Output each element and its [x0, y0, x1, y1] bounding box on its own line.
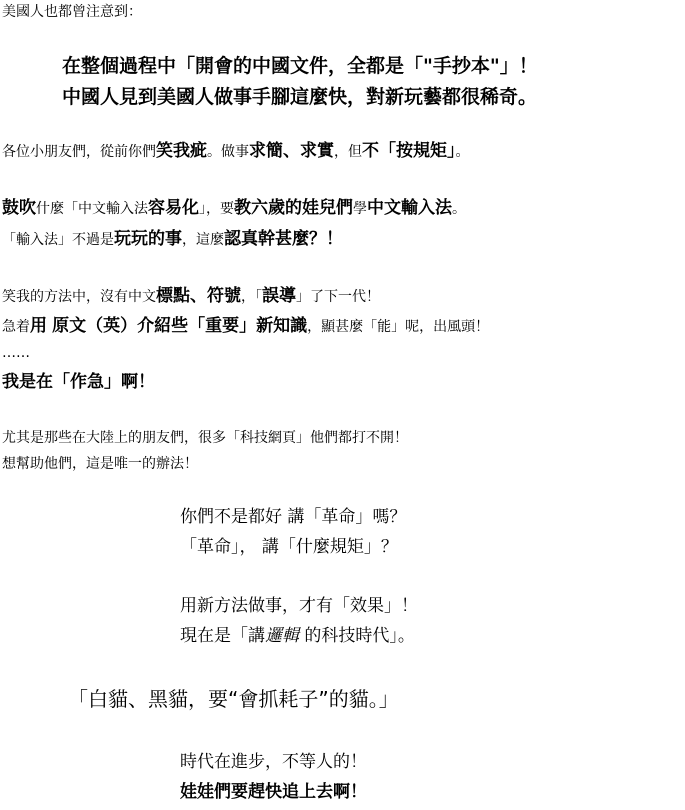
para1-text-a: 各位小朋友們，從前你們 — [2, 144, 156, 160]
center-line-2: 「革命」， 講「什麼規矩」？ — [180, 537, 398, 557]
para2-line-1 — [2, 199, 466, 219]
center-4-c: 的科技時代」。 — [304, 626, 415, 646]
para3-1-b: 中文 — [128, 289, 156, 305]
para4-line-2: 想幫助他們，這是唯一的辦法！ — [2, 456, 198, 472]
para4-line-1: 尤其是那些在大陸上的朋友們，很多「科技網頁」他們都打不開！ — [2, 430, 408, 446]
para1-text-f: 不「按規矩」 — [362, 141, 456, 161]
intro-line: 美國人也都曾注意到： — [2, 4, 142, 20]
quote-line-1: 在整個過程中「開會的中國文件，全都是「"手抄本"」！ — [62, 55, 538, 77]
para2-1-f: 學 — [353, 201, 367, 217]
para2-line-2 — [2, 230, 343, 250]
ellipsis: …… — [2, 345, 30, 361]
para2-1-h: 。 — [452, 201, 466, 217]
urgent-line: 我是在「作急」啊！ — [2, 372, 155, 392]
para2-2-c: ，這麼 — [182, 232, 224, 248]
closing-line-2: 娃娃們要趕快追上去啊！ — [180, 782, 367, 802]
para3-2-c: 原文（英）介紹些「重要」新知識 — [52, 316, 308, 336]
para1-text-g: 。 — [455, 144, 470, 160]
quote-line-2: 中國人見到美國人做事手腳這麼快，對新玩藝都很稀奇。 — [62, 86, 538, 108]
para2-1-e: 教六歲的娃兒們 — [234, 198, 353, 218]
para1-text-e: ，但 — [334, 144, 362, 160]
para3-1-f: 」了下一代！ — [296, 289, 380, 305]
para3-2-d: ，顯甚麼「能」呢，出風頭！ — [307, 319, 490, 335]
para3-line-1 — [2, 287, 380, 307]
center-4-a: 現在是「講 — [180, 626, 265, 646]
cat-quote: 「白貓、黑貓，要“會抓耗子”的貓。」 — [68, 687, 399, 711]
para1-text-c: 。做事 — [207, 144, 249, 160]
center-line-3: 用新方法做事，才有「效果」！ — [180, 596, 418, 616]
para2-1-c: 容易化 — [148, 198, 199, 218]
para3-2-a: 急着 — [2, 319, 30, 335]
para2-1-a: 鼓吹 — [2, 198, 36, 218]
para1-text-b: 笑我疵 — [156, 141, 207, 161]
para2-1-g: 中文輸入法 — [367, 198, 452, 218]
para3-1-c: 標點、符號 — [156, 286, 241, 306]
para2-2-b: 玩玩的事 — [114, 229, 182, 249]
center-4-b: 邏輯 — [265, 626, 299, 646]
para2-1-d: 」，要 — [199, 201, 234, 217]
para3-1-d: ，「 — [241, 289, 262, 305]
para1-text-d: 求簡、求實 — [249, 141, 334, 161]
para3-line-2 — [2, 317, 489, 337]
para2-2-a: 「輸入法」不過是 — [2, 232, 114, 248]
center-line-1: 你們不是都好 講「革命」嗎？ — [180, 507, 407, 527]
para2-2-d: 認真幹甚麼？！ — [224, 229, 343, 249]
closing-line-1: 時代在進步，不等人的！ — [180, 752, 367, 772]
para2-1-b: 什麼「中文輸入法 — [36, 201, 148, 217]
center-line-4 — [180, 627, 415, 647]
para3-2-b: 用 — [30, 316, 47, 336]
para1-line — [2, 142, 470, 162]
para3-1-e: 誤導 — [262, 286, 296, 306]
para3-1-a: 笑我的方法中，沒有 — [2, 289, 128, 305]
